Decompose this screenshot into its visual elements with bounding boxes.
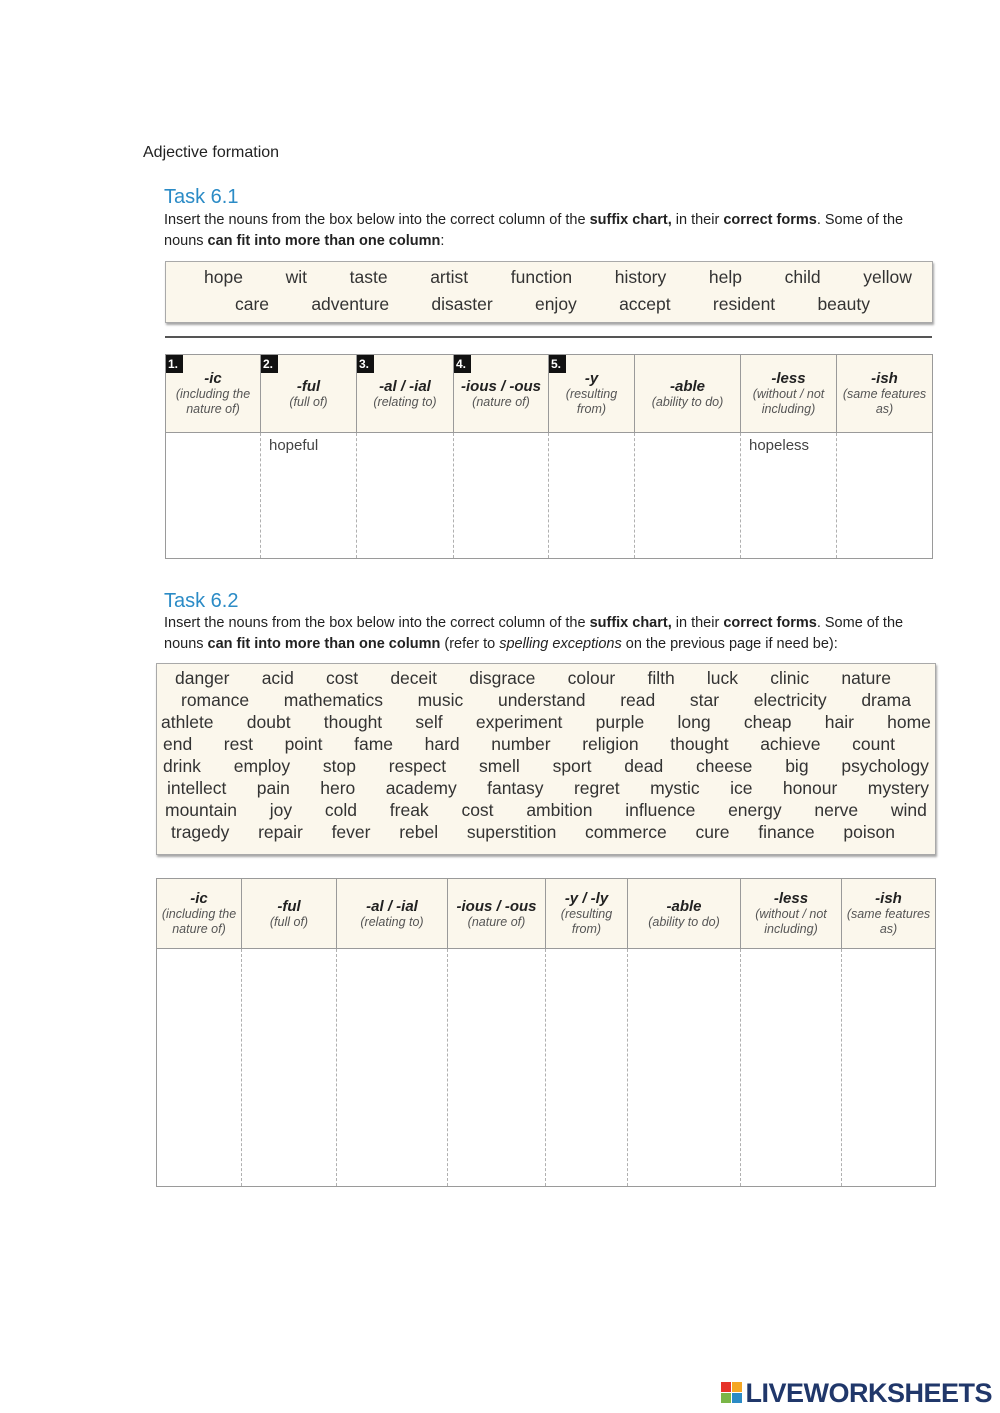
suffix-label: -able (669, 377, 705, 395)
suffix-description: (same features as) (846, 907, 931, 936)
word-cost: cost (461, 800, 494, 820)
word-danger: danger (175, 668, 230, 688)
word-freak: freak (389, 800, 429, 820)
task-6-2-title: Task 6.2 (164, 590, 239, 612)
word-regret: regret (573, 778, 620, 798)
suffix-label: -ious / -ous (461, 377, 541, 395)
answer-cell-6[interactable] (635, 433, 741, 559)
answer-cell-7[interactable] (741, 949, 842, 1187)
suffix-label: -ful (277, 897, 301, 915)
word-function: function (510, 267, 573, 287)
word-experiment: experiment (475, 712, 563, 732)
word-number: number (491, 734, 551, 754)
task-6-1-suffix-chart (165, 354, 933, 559)
word-beauty: beauty (817, 294, 870, 314)
document-heading: Adjective formation (143, 144, 280, 161)
suffix-label: -al / -ial (366, 897, 418, 915)
word-star: star (689, 690, 720, 710)
word-box-row (157, 800, 935, 821)
word-purple: purple (595, 712, 645, 732)
column-header-5 (549, 355, 635, 433)
suffix-description: (full of) (289, 394, 328, 409)
word-nature: nature (841, 668, 891, 688)
column-header-6 (635, 355, 741, 433)
task-6-2-word-box (156, 663, 936, 855)
word-drama: drama (861, 690, 911, 710)
word-artist: artist (430, 267, 469, 287)
word-care: care (235, 294, 270, 314)
word-thought: thought (323, 712, 383, 732)
column-number-badge: 5. (549, 355, 566, 373)
word-pain: pain (256, 778, 290, 798)
word-child: child (784, 267, 821, 287)
word-mountain: mountain (165, 800, 237, 820)
suffix-description: (including the nature of) (175, 387, 251, 416)
word-music: music (417, 690, 464, 710)
word-thought: thought (670, 734, 729, 754)
suffix-description: (full of) (269, 914, 309, 929)
word-deceit: deceit (390, 668, 438, 688)
word-rebel: rebel (399, 822, 439, 842)
word-end: end (163, 734, 193, 754)
word-repair: repair (258, 822, 303, 842)
word-box-row (157, 712, 935, 733)
word-electricity: electricity (753, 690, 827, 710)
word-history: history (614, 267, 667, 287)
word-respect: respect (388, 756, 447, 776)
word-drink: drink (163, 756, 201, 776)
column-header-7 (741, 355, 837, 433)
word-help: help (708, 267, 742, 287)
word-fame: fame (354, 734, 394, 754)
suffix-description: (nature of) (467, 914, 526, 929)
column-header-8 (837, 355, 933, 433)
suffix-label: -ic (190, 890, 208, 907)
word-poison: poison (843, 822, 895, 842)
word-long: long (677, 712, 711, 732)
word-fever: fever (331, 822, 371, 842)
word-superstition: superstition (466, 822, 557, 842)
word-fantasy: fantasy (487, 778, 544, 798)
word-cheese: cheese (695, 756, 753, 776)
word-box-row (157, 690, 935, 711)
answer-cell-4[interactable] (454, 433, 549, 559)
suffix-description: (same features as) (842, 387, 927, 416)
suffix-description: (including the nature of) (161, 907, 237, 936)
word-tragedy: tragedy (171, 822, 230, 842)
answer-cell-5[interactable] (549, 433, 635, 559)
column-header-1 (166, 355, 261, 433)
answer-cell-6[interactable] (628, 949, 741, 1187)
answer-cell-7[interactable] (741, 433, 837, 559)
word-understand: understand (497, 690, 586, 710)
word-point: point (284, 734, 323, 754)
word-academy: academy (385, 778, 457, 798)
answer-cell-2[interactable] (242, 949, 337, 1187)
word-influence: influence (625, 800, 696, 820)
column-number-badge: 2. (261, 355, 278, 373)
column-header-8 (842, 879, 936, 949)
answer-cell-8[interactable] (837, 433, 933, 559)
word-finance: finance (758, 822, 815, 842)
suffix-description: (resulting from) (565, 387, 618, 416)
word-hair: hair (824, 712, 854, 732)
word-cost: cost (326, 668, 359, 688)
word-romance: romance (181, 690, 250, 710)
word-mystery: mystery (867, 778, 929, 798)
suffix-label: -able (666, 897, 702, 915)
word-box-row (166, 294, 932, 315)
word-cheap: cheap (743, 712, 792, 732)
suffix-description: (ability to do) (648, 914, 720, 929)
word-ice: ice (730, 778, 753, 798)
suffix-description: (relating to) (373, 394, 437, 409)
word-home: home (887, 712, 931, 732)
suffix-label: -y / -ly (564, 890, 609, 907)
column-number-badge: 1. (166, 355, 183, 373)
word-filth: filth (647, 668, 675, 688)
suffix-description: (resulting from) (560, 907, 613, 936)
word-mystic: mystic (650, 778, 700, 798)
task-6-1-title: Task 6.1 (164, 186, 239, 208)
word-commerce: commerce (585, 822, 667, 842)
word-luck: luck (706, 668, 739, 688)
word-ambition: ambition (526, 800, 593, 820)
word-hero: hero (320, 778, 356, 798)
task-6-2-instructions: Insert the nouns from the box below into the correct column of the suffix chart, in their correct forms. Some of the nouns can fit into more than one column (refer to spelling exceptions on the previous page if need be): (164, 615, 904, 652)
answer-cell-2[interactable] (261, 433, 357, 559)
word-box-row (157, 734, 935, 755)
word-achieve: achieve (760, 734, 821, 754)
word-taste: taste (349, 267, 388, 287)
word-resident: resident (712, 294, 776, 314)
suffix-label: -ful (296, 377, 321, 395)
column-header-1 (157, 879, 242, 949)
word-read: read (620, 690, 656, 710)
word-acid: acid (261, 668, 294, 688)
logo-text: LIVEWORKSHEETS (745, 1377, 992, 1408)
word-athlete: athlete (161, 712, 214, 732)
suffix-label: -y (584, 370, 599, 387)
word-box-row (157, 822, 935, 843)
column-number-badge: 4. (454, 355, 471, 373)
suffix-label: -ish (875, 890, 902, 907)
word-yellow: yellow (863, 267, 912, 287)
word-dead: dead (624, 756, 664, 776)
word-self: self (415, 712, 443, 732)
word-nerve: nerve (814, 800, 859, 820)
word-disaster: disaster (431, 294, 493, 314)
word-stop: stop (322, 756, 356, 776)
column-number-badge: 3. (357, 355, 374, 373)
logo-icon (721, 1382, 743, 1404)
column-header-7 (741, 879, 842, 949)
liveworksheets-logo (721, 1378, 992, 1408)
word-intellect: intellect (167, 778, 227, 798)
suffix-label: -less (771, 370, 806, 387)
suffix-description: (without / not including) (752, 387, 825, 416)
suffix-description: (nature of) (472, 394, 530, 409)
word-wit: wit (285, 267, 307, 287)
answer-cell-8[interactable] (842, 949, 936, 1187)
suffix-description: (ability to do) (651, 394, 724, 409)
answer-cell-4[interactable] (448, 949, 546, 1187)
word-doubt: doubt (246, 712, 291, 732)
word-wind: wind (890, 800, 927, 820)
word-cold: cold (324, 800, 358, 820)
word-hard: hard (424, 734, 460, 754)
answer-cell-5[interactable] (546, 949, 628, 1187)
word-cure: cure (695, 822, 730, 842)
suffix-description: (relating to) (360, 914, 424, 929)
word-colour: colour (567, 668, 616, 688)
word-hope: hope (204, 267, 243, 287)
answer-cell-1[interactable] (166, 433, 261, 559)
answer-cell-1[interactable] (157, 949, 242, 1187)
word-energy: energy (728, 800, 782, 820)
column-header-4 (454, 355, 549, 433)
column-header-2 (242, 879, 337, 949)
suffix-label: -less (773, 890, 809, 907)
column-header-5 (546, 879, 628, 949)
answer-text: hopeless (749, 437, 810, 454)
word-mathematics: mathematics (283, 690, 383, 710)
answer-text: hopeful (269, 437, 319, 454)
suffix-label: -al / -ial (379, 377, 431, 395)
word-box-row (157, 778, 935, 799)
word-box-row (166, 267, 932, 288)
word-religion: religion (582, 734, 639, 754)
word-disgrace: disgrace (469, 668, 536, 688)
column-header-6 (628, 879, 741, 949)
word-rest: rest (223, 734, 253, 754)
word-box-row (157, 756, 935, 777)
word-joy: joy (269, 800, 293, 820)
answer-cell-3[interactable] (337, 949, 448, 1187)
task-6-1-instructions: Insert the nouns from the box below into the correct column of the suffix chart, in their correct forms. Some of the nouns can fit into more than one column: (164, 212, 904, 249)
column-header-2 (261, 355, 357, 433)
task-6-1-word-box (165, 261, 933, 323)
answer-cell-3[interactable] (357, 433, 454, 559)
word-honour: honour (782, 778, 838, 798)
suffix-label: -ic (204, 370, 222, 387)
suffix-label: -ious / -ous (456, 897, 537, 915)
suffix-label: -ish (871, 370, 898, 387)
word-adventure: adventure (311, 294, 390, 314)
column-header-4 (448, 879, 546, 949)
word-clinic: clinic (770, 668, 810, 688)
word-sport: sport (552, 756, 592, 776)
column-header-3 (357, 355, 454, 433)
word-psychology: psychology (841, 756, 929, 776)
divider-line (165, 336, 932, 338)
word-employ: employ (233, 756, 291, 776)
column-header-3 (337, 879, 448, 949)
word-smell: smell (478, 756, 520, 776)
task-6-2-suffix-chart (156, 878, 936, 1187)
word-enjoy: enjoy (534, 294, 577, 314)
word-accept: accept (619, 294, 671, 314)
word-big: big (785, 756, 809, 776)
word-count: count (852, 734, 895, 754)
suffix-description: (without / not including) (755, 907, 827, 936)
word-box-row (157, 668, 935, 689)
